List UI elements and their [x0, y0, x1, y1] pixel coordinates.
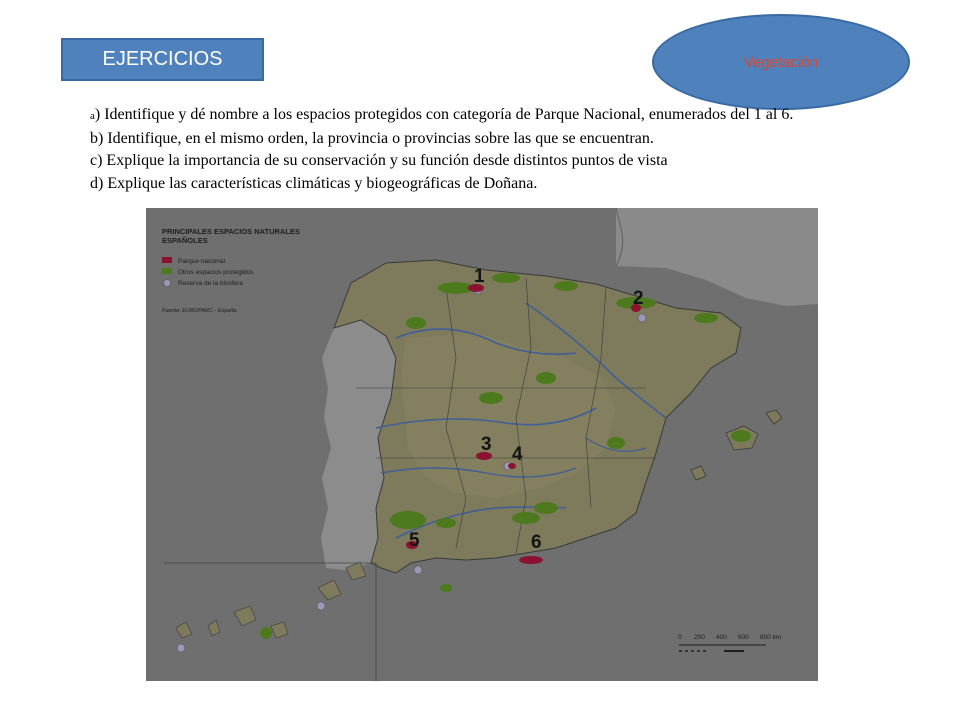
exercise-d: d) Explique las características climáticas y biogeográficas de Doñana. [90, 174, 538, 192]
topic-label: Vegetación [743, 53, 819, 71]
scale-400: 400 [716, 634, 727, 641]
exercise-a-text: ) Identifique y dé nombre a los espacios protegidos con categoría de Parque Nacional, enumerados del 1 al 6. [94, 106, 794, 123]
map-title-line1: PRINCIPALES ESPACIOS NATURALES [162, 227, 300, 236]
scale-800: 800 km [760, 634, 782, 641]
legend-national-park: Parque nacional [178, 258, 225, 265]
scale-0: 0 [678, 634, 682, 641]
scale-600: 600 [738, 634, 749, 641]
map-source: Fuente: EUROPARC - España. [162, 308, 239, 314]
legend-other-protected: Otros espacios protegidos [178, 269, 254, 276]
topic-vegetacion-button[interactable] [652, 14, 910, 110]
exercise-list [90, 104, 940, 195]
legend-biosphere-reserve: Reserva de la biosfera [178, 280, 244, 287]
park-marker-3: 3 [481, 434, 492, 455]
park-marker-5: 5 [409, 530, 420, 551]
park-marker-6: 6 [531, 532, 542, 553]
map-canvas [146, 208, 818, 681]
park-marker-4: 4 [512, 444, 523, 465]
exercise-a-letter: a [90, 110, 95, 122]
exercises-title: EJERCICIOS [61, 38, 264, 81]
exercise-b: b) Identifique, en el mismo orden, la provincia o provincias sobre las que se encuentran. [90, 129, 654, 147]
park-marker-1: 1 [474, 266, 485, 287]
park-marker-2: 2 [633, 288, 644, 309]
exercise-a [90, 104, 940, 128]
map-title-line2: ESPAÑOLES [162, 236, 208, 245]
spain-protected-areas-map [146, 208, 818, 681]
exercise-c: c) Explique la importancia de su conservación y su función desde distintos puntos de vista [90, 152, 668, 169]
scale-200: 200 [694, 634, 705, 641]
